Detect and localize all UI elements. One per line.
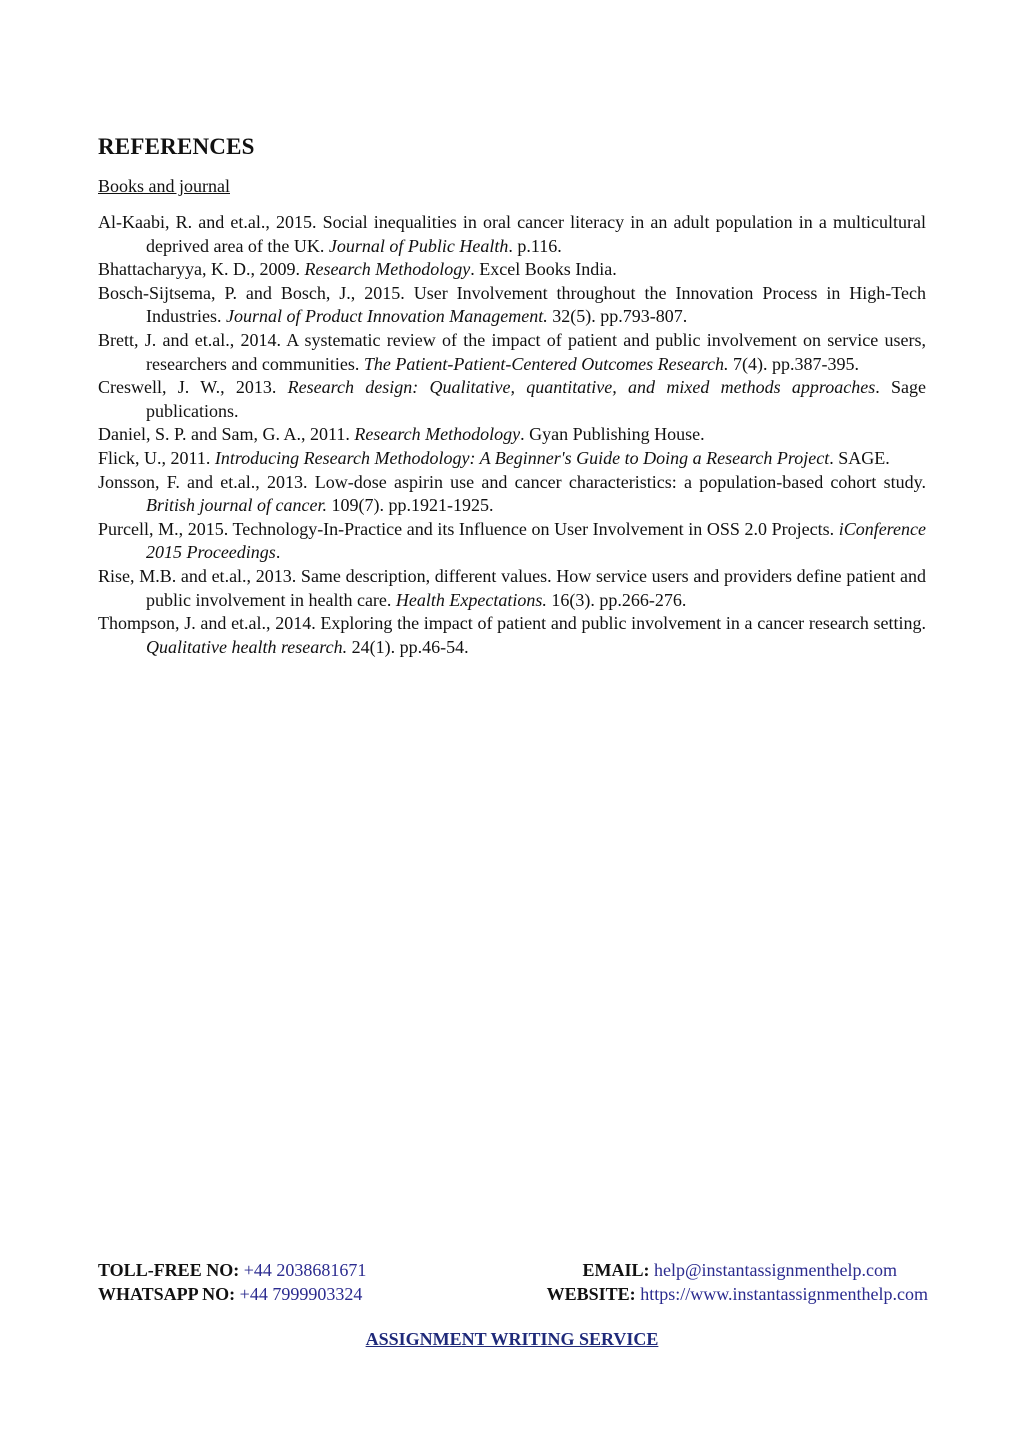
reference-text: Al-Kaabi, R. and et.al., 2015. Social inequalities in oral cancer literacy in an adult population in a multicultural deprived area of the UK. bbox=[98, 212, 926, 256]
reference-text: Bhattacharyya, K. D., 2009. bbox=[98, 259, 305, 280]
reference-item bbox=[98, 612, 926, 659]
reference-list bbox=[98, 211, 926, 659]
reference-details: 32(5). pp.793-807. bbox=[547, 306, 688, 327]
reference-text: Jonsson, F. and et.al., 2013. Low-dose aspirin use and cancer characteristics: a population-based cohort study. bbox=[98, 471, 926, 492]
tollfree-label: TOLL-FREE NO: bbox=[98, 1260, 240, 1280]
reference-item bbox=[98, 518, 926, 565]
reference-item bbox=[98, 471, 926, 518]
reference-details: . SAGE. bbox=[829, 447, 890, 468]
whatsapp-block bbox=[98, 1282, 438, 1306]
reference-source: Journal of Product Innovation Management. bbox=[226, 306, 548, 327]
reference-item bbox=[98, 447, 926, 471]
reference-text: Creswell, J. W., 2013. bbox=[98, 377, 288, 398]
tollfree-number[interactable]: +44 2038681671 bbox=[243, 1260, 367, 1280]
reference-details: . Gyan Publishing House. bbox=[520, 424, 705, 445]
reference-item bbox=[98, 282, 926, 329]
whatsapp-label: WHATSAPP NO: bbox=[98, 1284, 236, 1304]
footer-row-1 bbox=[98, 1258, 928, 1282]
reference-details: 7(4). pp.387-395. bbox=[728, 353, 859, 374]
reference-source: British journal of cancer. bbox=[146, 495, 327, 516]
reference-source: The Patient-Patient-Centered Outcomes Research. bbox=[363, 353, 729, 374]
page-title: REFERENCES bbox=[98, 134, 255, 159]
reference-item bbox=[98, 423, 926, 447]
tollfree-block bbox=[98, 1258, 438, 1282]
reference-details: . p.116. bbox=[508, 235, 562, 256]
website-label: WEBSITE: bbox=[546, 1284, 636, 1304]
reference-item bbox=[98, 376, 926, 423]
reference-source: Introducing Research Methodology: A Beginner's Guide to Doing a Research Project bbox=[214, 447, 830, 468]
reference-source: Research design: Qualitative, quantitative, and mixed methods approaches bbox=[287, 377, 876, 398]
assignment-service-link[interactable]: ASSIGNMENT WRITING SERVICE bbox=[365, 1329, 659, 1349]
reference-source: iConference 2015 Proceedings bbox=[146, 518, 926, 563]
reference-item bbox=[98, 258, 926, 282]
reference-text: Brett, J. and et.al., 2014. A systematic review of the impact of patient and public involvement on service users, researchers and communities. bbox=[98, 329, 926, 374]
website-block bbox=[547, 1282, 928, 1306]
reference-details: . Sage publications. bbox=[146, 377, 926, 421]
whatsapp-number[interactable]: +44 7999903324 bbox=[239, 1284, 363, 1304]
email-label: EMAIL: bbox=[582, 1260, 650, 1280]
reference-details: 16(3). pp.266-276. bbox=[546, 589, 687, 610]
reference-source: Research Methodology bbox=[304, 259, 471, 280]
contact-footer bbox=[98, 1258, 928, 1306]
reference-details: . bbox=[275, 542, 281, 563]
reference-item bbox=[98, 565, 926, 612]
website-link[interactable]: https://www.instantassignmenthelp.com bbox=[640, 1284, 928, 1304]
email-block bbox=[582, 1258, 928, 1282]
reference-text: Rise, M.B. and et.al., 2013. Same description, different values. How service users and providers define patient and public involvement in health care. bbox=[98, 565, 926, 610]
reference-source: Research Methodology bbox=[354, 424, 521, 445]
reference-text: Flick, U., 2011. bbox=[98, 447, 215, 468]
reference-text: Purcell, M., 2015. Technology-In-Practice and its Influence on User Involvement in OSS 2.0 Projects. bbox=[98, 518, 839, 539]
reference-source: Qualitative health research. bbox=[146, 636, 348, 657]
reference-details: 24(1). pp.46-54. bbox=[347, 636, 469, 657]
footer-row-2 bbox=[98, 1282, 928, 1306]
reference-source: Journal of Public Health bbox=[328, 235, 509, 256]
email-link[interactable]: help@instantassignmenthelp.com bbox=[653, 1260, 897, 1280]
reference-details: . Excel Books India. bbox=[470, 259, 617, 280]
reference-text: Thompson, J. and et.al., 2014. Exploring the impact of patient and public involvement in a cancer research setting. bbox=[98, 613, 926, 634]
reference-text: Bosch-Sijtsema, P. and Bosch, J., 2015. User Involvement throughout the Innovation Process in High-Tech Industries. bbox=[98, 282, 926, 327]
reference-details: 109(7). pp.1921-1925. bbox=[327, 495, 494, 516]
reference-text: Daniel, S. P. and Sam, G. A., 2011. bbox=[98, 424, 355, 445]
reference-item bbox=[98, 329, 926, 376]
section-subheading: Books and journal bbox=[98, 176, 230, 196]
reference-item bbox=[98, 211, 926, 258]
reference-source: Health Expectations. bbox=[395, 589, 547, 610]
